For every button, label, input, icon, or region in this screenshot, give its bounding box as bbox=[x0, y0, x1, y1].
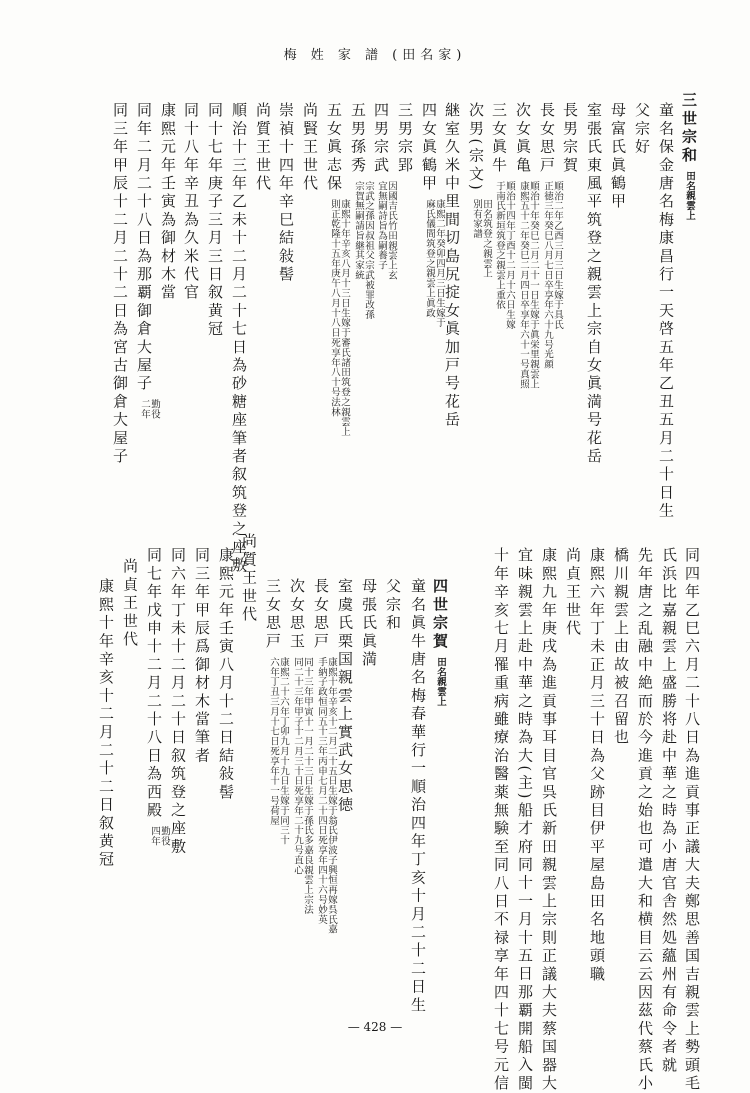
annotation-line: 康熙二十六年丁卯九月十九日生嫁于同三十 bbox=[277, 656, 289, 845]
text-column bbox=[122, 558, 137, 649]
text-column bbox=[207, 102, 222, 339]
column-text: 継室久米中里間切島尻掟女眞加戸号花岳 bbox=[443, 102, 461, 430]
annotation-note bbox=[329, 199, 349, 437]
annotation-note bbox=[292, 657, 312, 914]
column-text: 尚貞王世代 bbox=[121, 558, 139, 649]
annotation-note bbox=[518, 181, 538, 389]
column-text: 康熙九年庚戌為進貢事耳目官呉氏新田親雲上宗則正議大夫蔡国器大 bbox=[540, 547, 558, 1093]
annotation-line: 康熙十年辛亥十二月二十五日生嫁于翁氏伊波子興恒再嫁呉氏嘉 bbox=[325, 656, 337, 935]
annotation-note bbox=[149, 826, 169, 846]
text-column bbox=[361, 578, 376, 669]
text-column bbox=[586, 102, 601, 466]
annotation-note bbox=[435, 657, 445, 707]
annotation-note bbox=[684, 171, 694, 221]
annotation-line: 宗賀無嗣請旨継其家統 bbox=[353, 180, 364, 280]
column-text: 次女思玉 bbox=[288, 578, 306, 651]
text-column bbox=[637, 547, 652, 1093]
text-column bbox=[658, 102, 673, 521]
text-column bbox=[493, 547, 508, 1093]
text-column bbox=[634, 102, 649, 157]
text-column bbox=[421, 102, 444, 328]
text-column bbox=[610, 102, 625, 211]
text-column bbox=[661, 547, 676, 1075]
column-text: 順治十三年乙未十二月二十七日為砂糖座筆者叙筑登之座敷 bbox=[230, 102, 248, 576]
annotation-line: 因國吉氏竹田親雲上玄 bbox=[385, 180, 397, 280]
text-column bbox=[218, 547, 233, 802]
text-column bbox=[302, 102, 317, 193]
text-column bbox=[231, 102, 246, 575]
text-column bbox=[468, 102, 491, 278]
column-text: 母張氏眞満 bbox=[360, 578, 378, 669]
column-text: 康熙六年丁未正月三十日為父跡目伊平屋島田名地頭職 bbox=[588, 547, 606, 984]
column-text: 次女眞亀 bbox=[514, 102, 532, 175]
column-text: 四世宗賀 bbox=[431, 578, 449, 651]
annotation-line: 田名親雲上 bbox=[435, 656, 446, 707]
text-column bbox=[539, 102, 562, 369]
annotation-note bbox=[376, 181, 396, 280]
text-column bbox=[444, 102, 459, 430]
generation-heading bbox=[432, 578, 447, 706]
page-header: 梅 姓 家 譜 (田名家) bbox=[283, 48, 467, 63]
column-text: 崇禎十四年辛巳結敍髻 bbox=[277, 102, 295, 284]
text-column bbox=[112, 102, 127, 466]
text-column bbox=[170, 547, 185, 856]
annotation-line: 別有家譜 bbox=[471, 198, 482, 239]
text-column bbox=[589, 547, 604, 984]
annotation-line: 則正乾隆十五年庚午八月十八日死享年八十号法林 bbox=[329, 199, 340, 417]
text-column bbox=[241, 533, 256, 624]
column-text: 室虞氏栗国親雲上實武女思徳 bbox=[336, 578, 354, 815]
annotation-line: 同二十三年甲子十二月三十日死享年二十九号直心 bbox=[292, 656, 303, 875]
text-column bbox=[562, 102, 577, 175]
annotation-line: 康熙十年辛亥八月十三日生嫁于審氏諸田筑登之親雲上 bbox=[338, 199, 350, 437]
annotation-note bbox=[139, 399, 159, 419]
annotation-line: 于南氏新垣筑登之親雲上重依 bbox=[494, 180, 505, 310]
text-column bbox=[397, 102, 412, 175]
column-text: 同六年丁未十二月二十日叙筑登之座敷 bbox=[169, 547, 187, 857]
annotation-line: 順治十四年丁酉十二月十六日生嫁 bbox=[503, 180, 515, 330]
column-text: 三世宗和 bbox=[680, 92, 698, 165]
text-column bbox=[350, 102, 373, 319]
generation-heading bbox=[681, 92, 696, 220]
column-text: 康熙十年辛亥十二月二十二日叙黄冠 bbox=[97, 578, 115, 870]
column-text: 同四年乙巳六月二十八日為進貢事正議大夫鄭思善国吉親雲上勢頭毛 bbox=[683, 547, 701, 1093]
text-column bbox=[98, 578, 113, 869]
annotation-line: 同十三年甲寅十一月二十三日生嫁于孫氏多嘉良親雲上宗法 bbox=[301, 656, 313, 915]
text-column bbox=[265, 578, 288, 845]
annotation-line: 四年 bbox=[149, 826, 160, 846]
column-text: 康熙元年壬寅八月十二日結敍髻 bbox=[217, 547, 235, 802]
annotation-line: 田名親雲上 bbox=[684, 170, 695, 221]
text-column bbox=[385, 578, 400, 633]
column-text: 四女眞鶴甲 bbox=[420, 102, 438, 193]
annotation-line: 順治十年癸巳二月二十一日生嫁于眞栄里親雲上 bbox=[527, 180, 539, 389]
annotation-line: 康熙二年癸卯四月三日生嫁于 bbox=[433, 199, 445, 328]
annotation-note bbox=[424, 199, 444, 328]
column-text: 同十七年庚子三月三日叙黄冠 bbox=[206, 102, 224, 339]
column-text: 同年二月二十八日為那覇御倉大屋子 bbox=[135, 102, 153, 394]
text-column bbox=[160, 102, 175, 302]
annotation-line: 宗武之孫因叔祖父宗武被罪改孫 bbox=[362, 180, 374, 320]
column-text: 尚賢王世代 bbox=[301, 102, 319, 193]
text-column bbox=[136, 102, 159, 419]
text-column bbox=[565, 547, 580, 638]
column-text: 尚質王世代 bbox=[254, 102, 272, 193]
text-column bbox=[373, 102, 396, 280]
text-column bbox=[289, 578, 312, 914]
text-column bbox=[541, 547, 556, 1093]
column-text: 三男宗郢 bbox=[396, 102, 414, 175]
text-column bbox=[278, 102, 293, 284]
text-column bbox=[313, 578, 336, 934]
column-text: 五女眞志保 bbox=[325, 102, 343, 193]
column-text: 同十八年辛丑為久米代官 bbox=[182, 102, 200, 303]
annotation-note bbox=[353, 181, 373, 320]
annotation-line: 正徳三年癸巳八月七日卒享年六十九号光顔 bbox=[542, 180, 553, 369]
text-column bbox=[326, 102, 349, 437]
annotation-note bbox=[494, 181, 514, 330]
column-text: 三女眞牛 bbox=[490, 102, 508, 175]
column-text: 室張氏東風平筑登之親雲上宗自女眞満号花岳 bbox=[585, 102, 603, 466]
annotation-note bbox=[542, 181, 562, 369]
column-text: 童名眞牛唐名梅春華行一順治四年丁亥十月二十二日生 bbox=[409, 578, 427, 1015]
text-column bbox=[183, 102, 198, 302]
column-text: 尚貞王世代 bbox=[564, 547, 582, 638]
annotation-line: 宜無嗣詩旨為嗣養子 bbox=[376, 180, 387, 270]
annotation-line: 麻氏儀間筑登之親雲上眞政 bbox=[424, 199, 435, 318]
column-text: 長男宗賀 bbox=[561, 102, 579, 175]
text-column bbox=[194, 547, 209, 765]
column-text: 次男(宗文) bbox=[467, 102, 485, 193]
column-text: 宜味親雲上赴中華之時為大(主)船才府同十一月十五日那覇開船入閩 bbox=[516, 547, 534, 1093]
annotation-line: 六年丁丑三月十七日死享年十一号荷屋 bbox=[268, 656, 279, 826]
annotation-line: 順治二年乙酉三月三日生嫁于具氏 bbox=[551, 180, 563, 330]
column-text: 同三年甲辰十二月二十二日為宮古御倉大屋子 bbox=[111, 102, 129, 466]
annotation-line: 勤役 bbox=[158, 826, 170, 846]
text-column bbox=[491, 102, 514, 329]
annotation-line: 勤役 bbox=[148, 399, 160, 420]
text-column bbox=[684, 547, 699, 1093]
annotation-line: 二年 bbox=[139, 399, 150, 420]
column-text: 同七年戊申十二月二十八日為西殿 bbox=[145, 547, 163, 820]
column-text: 橋川親雲上由故被召留也 bbox=[612, 547, 630, 748]
column-text: 十年辛亥七月罹重病雖療治醫薬無験至同八日不禄享年四十七号元信 bbox=[492, 547, 510, 1093]
column-text: 四男宗武 bbox=[372, 102, 390, 175]
column-text: 父宗好 bbox=[633, 102, 651, 157]
column-text: 氏浜比嘉親雲上盛勝将赴中華之時為小唐官舎然処蘊州有命令者就 bbox=[660, 547, 678, 1075]
column-text: 母富氏眞鶴甲 bbox=[609, 102, 627, 212]
text-column bbox=[255, 102, 270, 193]
column-text: 先年唐之乱融中絶而於今進貢之始也可遣大和横目云云因茲代蔡氏小 bbox=[636, 547, 654, 1093]
text-column bbox=[515, 102, 538, 389]
text-column bbox=[410, 578, 425, 1015]
annotation-line: 手納子政恒同五十三年丙申七月二十四日死享年四十六号妙英 bbox=[316, 656, 327, 925]
annotation-note bbox=[471, 199, 491, 278]
column-text: 尚質王世代 bbox=[240, 533, 258, 624]
text-column bbox=[517, 547, 532, 1093]
annotation-line: 康熙五十二年癸巳二月四日卒享年六十一号真照 bbox=[518, 180, 529, 389]
column-text: 同三年甲辰爲御材木當筆者 bbox=[193, 547, 211, 766]
column-text: 三女思戸 bbox=[264, 578, 282, 651]
text-column bbox=[613, 547, 628, 747]
column-text: 康熙元年壬寅為御材木當 bbox=[159, 102, 177, 303]
column-text: 五男孫秀 bbox=[349, 102, 367, 175]
annotation-line: 田名筑登之親雲上 bbox=[480, 198, 492, 279]
text-column bbox=[146, 547, 169, 846]
page-number: — 428 — bbox=[347, 1020, 403, 1034]
column-text: 長女思戸 bbox=[312, 578, 330, 651]
text-column bbox=[337, 578, 352, 815]
annotation-note bbox=[268, 657, 288, 845]
column-text: 長女思戸 bbox=[538, 102, 556, 175]
column-text: 父宗和 bbox=[384, 578, 402, 633]
annotation-note bbox=[316, 657, 336, 934]
column-text: 童名保金唐名梅康昌行一天啓五年乙丑五月二十日生 bbox=[657, 102, 675, 521]
